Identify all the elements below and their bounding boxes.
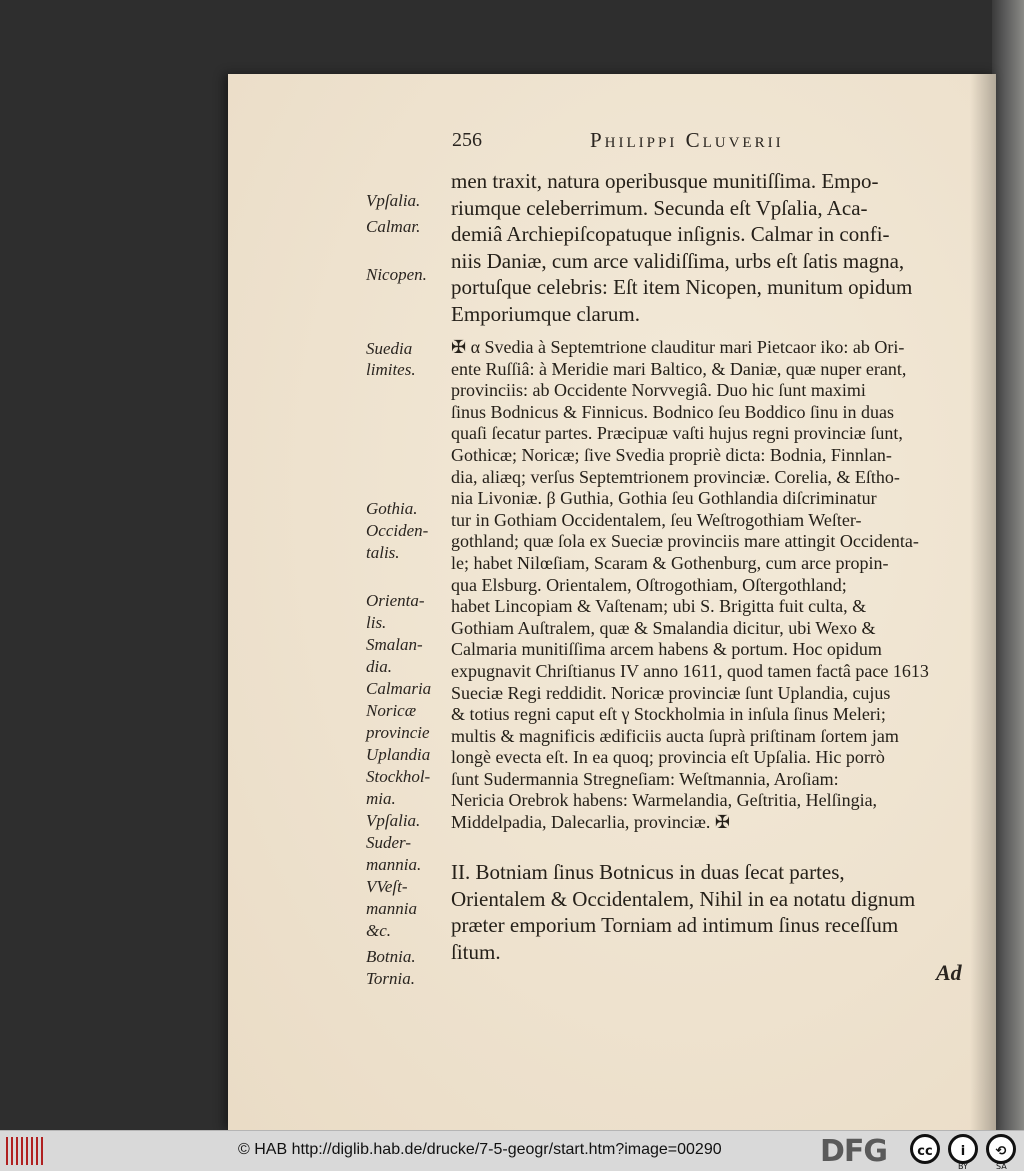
text-line: Gothicæ; Noricæ; ſive Svedia propriè dicta: Bodnia, Finnlan- (451, 444, 892, 465)
dfg-logo: DFG (820, 1134, 888, 1169)
text-line: Nericia Orebrok habens: Warmelandia, Geſtritia, Helſingia, (451, 790, 878, 811)
by-label: BY (958, 1162, 968, 1171)
copyright-link[interactable]: © HAB http://diglib.hab.de/drucke/7-5-geogr/start.htm?image=00290 (238, 1141, 722, 1158)
paragraph-3 (451, 859, 976, 965)
text-line: ente Ruſſiâ: à Meridie mari Baltico, & Daniæ, quæ nuper erant, (451, 358, 907, 379)
margin-note: mia. (366, 789, 396, 808)
text-line: ſunt Sudermannia Stregneſiam: Weſtmannia, Aroſiam: (451, 768, 839, 789)
cc-icon: cc (910, 1134, 940, 1164)
barcode-icon (6, 1137, 46, 1165)
margin-note: VVeſt- (366, 877, 408, 896)
text-line: niis Daniæ, cum arce validiſſima, urbs eſt ſatis magna, (451, 248, 905, 273)
text-line: multis & magnificis ædificiis aucta ſuprà priſtinam ſortem jam (451, 725, 899, 746)
margin-note: Calmar. (366, 217, 421, 236)
text-line: Sueciæ Regi reddidit. Noricæ provinciæ ſunt Uplandia, cujus (451, 682, 891, 703)
running-head: Philippi Cluverii (590, 128, 784, 152)
text-line: tur in Gothiam Occidentalem, ſeu Weſtrogothiam Weſter- (451, 509, 862, 530)
paragraph-1 (451, 168, 976, 327)
text-line: Orientalem & Occidentalem, Nihil in ea notatu dignum (451, 886, 916, 911)
margin-note: lis. (366, 613, 387, 632)
margin-note: limites. (366, 360, 416, 379)
text-line: ſinus Bodnicus & Finnicus. Bodnico ſeu Boddico ſinu in duas (451, 401, 894, 422)
text-line: riumque celeberrimum. Secunda eſt Vpſalia, Aca- (451, 195, 868, 220)
margin-note: Stockhol- (366, 767, 431, 786)
margin-note: Calmaria (366, 679, 432, 698)
margin-note: Vpſalia. (366, 811, 421, 830)
margin-note: Orienta- (366, 591, 425, 610)
attribution-icon: i (948, 1134, 978, 1164)
margin-note: Botnia. (366, 947, 416, 966)
margin-note: talis. (366, 543, 400, 562)
text-line: II. Botniam ſinus Botnicus in duas ſecat partes, (451, 860, 845, 884)
catchword: Ad (936, 960, 962, 985)
text-line: longè evecta eſt. In ea quoq; provincia eſt Upſalia. Hic porrò (451, 747, 885, 768)
margin-note: Uplandia (366, 745, 431, 764)
text-line: dia, aliæq; verſus Septemtrionem provinciæ. Corelia, & Eſtho- (451, 466, 900, 487)
paragraph-2 (451, 337, 976, 834)
text-line: nia Livoniæ. β Guthia, Gothia ſeu Gothlandia diſcriminatur (451, 488, 877, 509)
margin-notes (366, 0, 450, 1000)
page-number: 256 (452, 129, 482, 151)
margin-note: provincie (366, 723, 430, 742)
text-line: Gothiam Auſtralem, quæ & Smalandia dicitur, ubi Wexo & (451, 617, 876, 638)
margin-note: Vpſalia. (366, 191, 421, 210)
margin-note: &c. (366, 921, 392, 940)
text-line: & totius regni caput eſt γ Stockholmia in inſula ſinus Meleri; (451, 704, 886, 725)
text-line: men traxit, natura operibusque munitiſſima. Empo- (451, 169, 879, 193)
margin-note: Suder- (366, 833, 411, 852)
margin-note: Gothia. (366, 499, 418, 518)
margin-note: Nicopen. (366, 265, 427, 284)
text-line: le; habet Nilœſiam, Scaram & Gothenburg, cum arce propin- (451, 552, 889, 573)
text-line: provinciis: ab Occidente Norvvegiâ. Duo hic ſunt maximi (451, 380, 866, 401)
scan-background-strip (992, 0, 1024, 1130)
text-line: quaſi ſecatur partes. Præcipuæ vaſti hujus regni provinciæ ſunt, (451, 423, 903, 444)
margin-note: mannia (366, 899, 417, 918)
margin-note: Tornia. (366, 969, 415, 988)
text-line: qua Elsburg. Orientalem, Oſtrogothiam, Oſtergothland; (451, 574, 847, 595)
margin-note: Smalan- (366, 635, 423, 654)
margin-note: Occiden- (366, 521, 429, 540)
margin-note: dia. (366, 657, 392, 676)
viewer-footer (0, 1130, 1024, 1171)
margin-note: mannia. (366, 855, 422, 874)
text-line: Calmaria munitiſſima arcem habens & portum. Hoc opidum (451, 639, 882, 660)
share-alike-icon: ⟲ (986, 1134, 1016, 1164)
text-line: ✠ α Svedia à Septemtrione clauditur mari Pietcaor iko: ab Ori- (451, 337, 905, 357)
text-line: gothland; quæ ſola ex Sueciæ provinciis mare attingit Occidenta- (451, 531, 919, 552)
text-line: Emporiumque clarum. (451, 301, 640, 326)
text-line: expugnavit Chriſtianus IV anno 1611, quod tamen factâ pace 1613 (451, 660, 929, 681)
page-header (448, 126, 968, 156)
text-line: ſitum. (451, 939, 501, 964)
text-line: portuſque celebris: Eſt item Nicopen, munitum opidum (451, 275, 913, 299)
text-line: habet Lincopiam & Vaſtenam; ubi S. Brigitta fuit culta, & (451, 596, 867, 617)
margin-note: Suedia (366, 339, 413, 358)
text-line: demiâ Archiepiſcopatuque inſignis. Calmar in confi- (451, 222, 890, 246)
text-line: Middelpadia, Dalecarlia, provinciæ. ✠ (451, 812, 730, 833)
margin-note: Noricæ (366, 701, 417, 720)
sa-label: SA (996, 1162, 1007, 1171)
text-line: præter emporium Torniam ad intimum ſinus receſſum (451, 913, 899, 937)
